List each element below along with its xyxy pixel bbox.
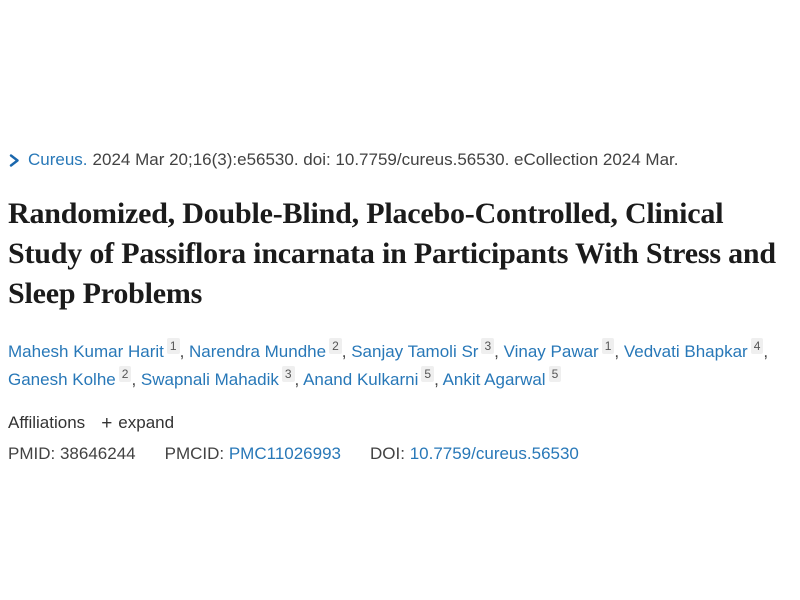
authors-list — [8, 338, 792, 394]
pmcid-link[interactable]: PMC11026993 — [228, 444, 341, 463]
affiliations-label: Affiliations — [8, 413, 86, 432]
article-title: Randomized, Double-Blind, Placebo-Controlled, Clinical Study of Passiflora incarnata in Participants With Stress and Sleep Problems — [8, 197, 776, 310]
author-separator: , — [614, 342, 624, 361]
citation-line — [8, 149, 792, 171]
author-entry — [503, 339, 624, 361]
affiliation-superscript: 5 — [421, 366, 434, 382]
author-link[interactable]: Anand Kulkarni — [303, 370, 419, 389]
pmid-label: PMID: — [8, 444, 56, 463]
doi-group — [370, 444, 579, 464]
author-link[interactable]: Ganesh Kolhe — [8, 370, 116, 389]
affiliation-superscript: 3 — [481, 338, 494, 354]
journal-link[interactable]: Cureus. — [28, 150, 88, 169]
affiliation-superscript: 1 — [167, 338, 180, 354]
expand-affiliations-button[interactable] — [101, 413, 174, 433]
citation-details: 2024 Mar 20;16(3):e56530. doi: 10.7759/cureus.56530. eCollection 2024 Mar. — [92, 150, 679, 169]
author-separator: , — [494, 342, 504, 361]
author-link[interactable]: Ankit Agarwal — [442, 370, 546, 389]
author-entry — [189, 339, 352, 361]
pmid-value: 38646244 — [59, 444, 136, 463]
author-entry — [8, 367, 141, 389]
pmcid-label: PMCID: — [164, 444, 225, 463]
affiliation-superscript: 2 — [329, 338, 342, 354]
doi-label: DOI: — [370, 444, 405, 463]
pmcid-group — [165, 444, 341, 464]
author-link[interactable]: Narendra Mundhe — [189, 342, 327, 361]
author-entry — [351, 339, 504, 361]
affiliation-superscript: 1 — [602, 338, 615, 354]
author-separator: , — [179, 342, 190, 361]
author-entry — [140, 367, 304, 389]
author-link[interactable]: Swapnali Mahadik — [140, 370, 279, 389]
affiliations-row — [8, 413, 792, 433]
author-entry — [442, 367, 562, 389]
author-separator: , — [434, 370, 443, 389]
author-separator: , — [763, 342, 769, 361]
author-entry — [8, 339, 190, 361]
author-link[interactable]: Mahesh Kumar Harit — [8, 342, 164, 361]
author-link[interactable]: Vedvati Bhapkar — [623, 342, 748, 361]
affiliation-superscript: 5 — [549, 366, 562, 382]
affiliation-superscript: 3 — [282, 366, 295, 382]
affiliation-superscript: 2 — [119, 366, 132, 382]
author-entry — [623, 339, 769, 361]
expand-label: expand — [118, 413, 175, 432]
author-separator: , — [131, 370, 141, 389]
author-link[interactable]: Vinay Pawar — [503, 342, 599, 361]
doi-link[interactable]: 10.7759/cureus.56530 — [409, 444, 579, 463]
author-separator: , — [341, 342, 352, 361]
author-separator: , — [294, 370, 304, 389]
affiliation-superscript: 4 — [751, 338, 764, 354]
author-link[interactable]: Sanjay Tamoli Sr — [351, 342, 479, 361]
chevron-right-icon[interactable] — [8, 154, 21, 167]
plus-icon: + — [101, 412, 113, 434]
pmid-group — [8, 444, 136, 464]
author-entry — [303, 367, 443, 389]
identifiers-row — [8, 444, 792, 464]
